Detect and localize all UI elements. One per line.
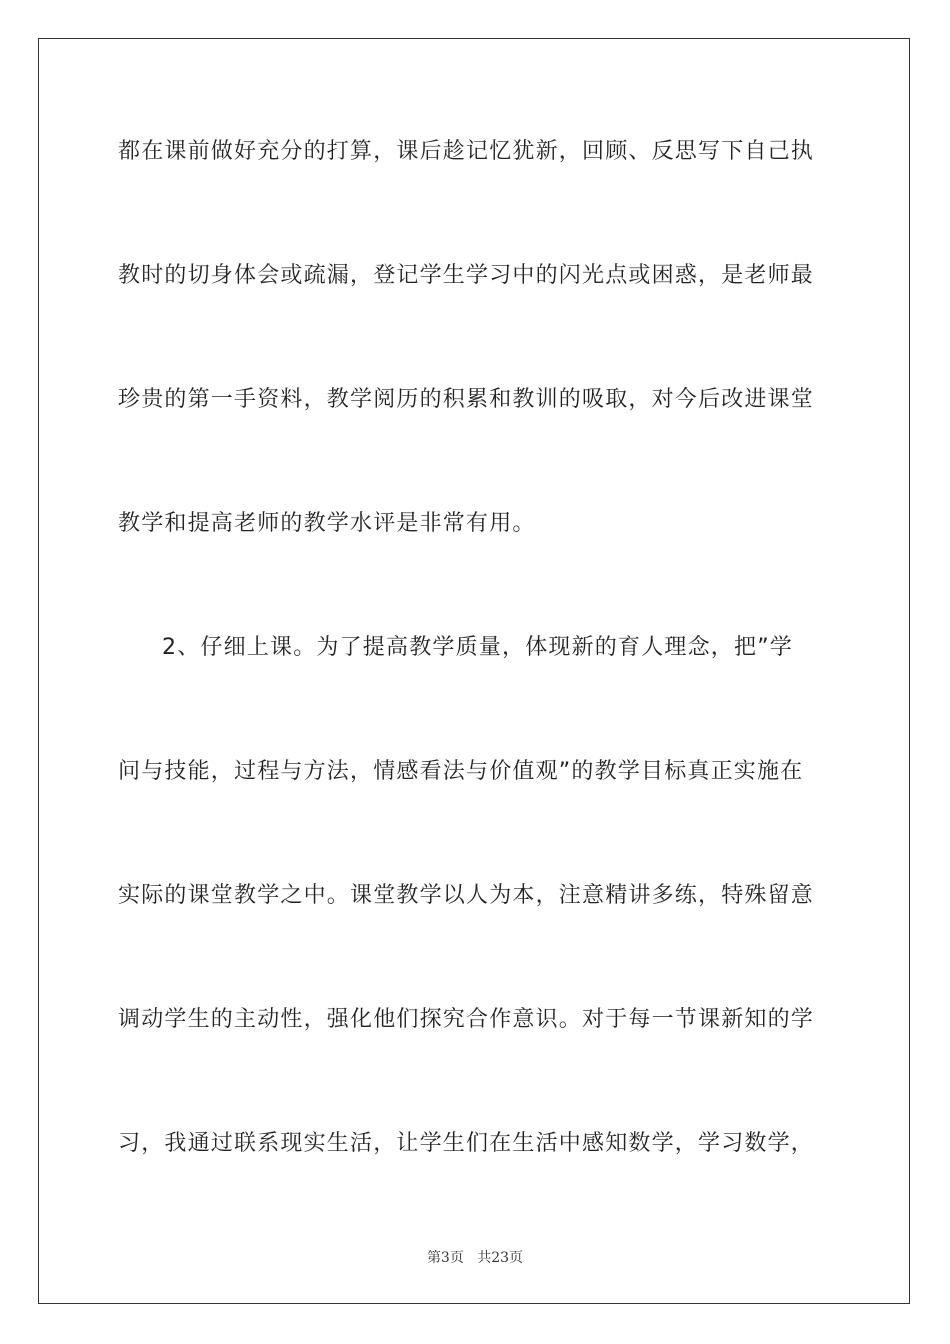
- body-line-8: 调动学生的主动性，强化他们探究合作意识。对于每一节课新知的学: [118, 1007, 815, 1032]
- page-footer: [0, 1247, 950, 1267]
- page-number: 第3页: [426, 1250, 464, 1266]
- body-line-3: 珍贵的第一手资料，教学阅历的积累和教训的吸取，对今后改进课堂: [118, 387, 815, 412]
- body-line-5: 2、仔细上课。为了提高教学质量，体现新的育人理念，把”学: [162, 635, 793, 660]
- body-line-9: 习，我通过联系现实生活，让学生们在生活中感知数学，学习数学，: [118, 1131, 815, 1156]
- body-line-1: 都在课前做好充分的打算，课后趁记忆犹新，回顾、反思写下自己执: [118, 139, 815, 164]
- body-line-4: 教学和提高老师的教学水评是非常有用。: [118, 511, 536, 536]
- body-line-2: 教时的切身体会或疏漏，登记学生学习中的闪光点或困惑，是老师最: [118, 263, 815, 288]
- body-line-6: 问与技能，过程与方法，情感看法与价值观”的教学目标真正实施在: [118, 759, 804, 784]
- page-border: [38, 38, 910, 1304]
- page-total: 共23页: [477, 1250, 524, 1266]
- body-line-7: 实际的课堂教学之中。课堂教学以人为本，注意精讲多练，特殊留意: [118, 883, 815, 908]
